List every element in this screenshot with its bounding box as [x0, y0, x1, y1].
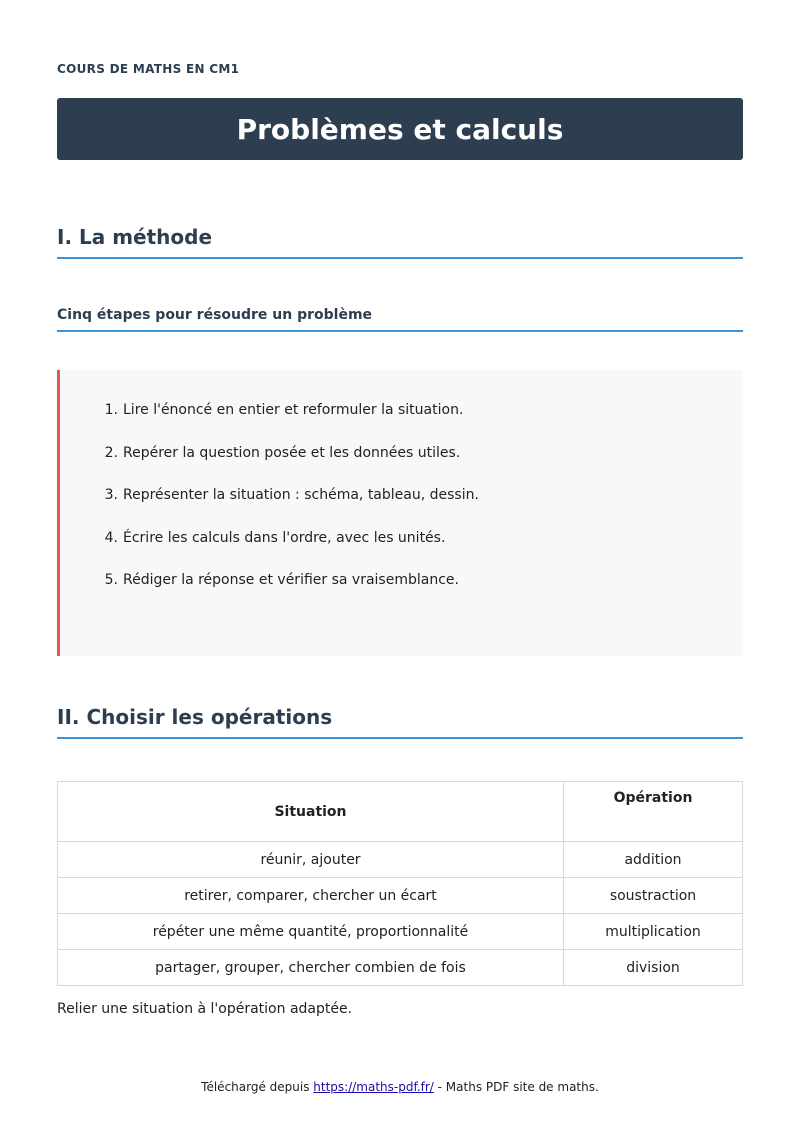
- operations-table: [57, 781, 743, 986]
- section-title-methode: I. La méthode: [57, 225, 743, 259]
- footer-link[interactable]: https://maths-pdf.fr/: [313, 1080, 434, 1094]
- step-number: 4.: [104, 529, 118, 546]
- step-text: Écrire les calculs dans l'ordre, avec les unités.: [123, 529, 446, 546]
- column-header-situation: Situation: [58, 782, 564, 842]
- step-item: [96, 445, 479, 488]
- column-header-operation: Opération: [564, 782, 743, 842]
- section-note: Relier une situation à l'opération adaptée.: [57, 1001, 353, 1017]
- table-row: [58, 842, 743, 878]
- table-cell-situation: réunir, ajouter: [58, 842, 564, 878]
- table-cell-situation: retirer, comparer, chercher un écart: [58, 878, 564, 914]
- step-number: 3.: [104, 487, 118, 503]
- step-number: 2.: [104, 444, 118, 461]
- title-banner: [57, 98, 743, 160]
- steps-list: [96, 402, 479, 615]
- step-item: [96, 572, 479, 615]
- page-title: Problèmes et calculs: [236, 112, 564, 146]
- course-label: COURS DE MATHS EN CM1: [57, 62, 240, 76]
- step-text: Représenter la situation : schéma, tableau, dessin.: [123, 487, 479, 503]
- step-text: Lire l'énoncé en entier et reformuler la situation.: [123, 402, 464, 418]
- table-cell-operation: multiplication: [564, 914, 743, 950]
- steps-box: [57, 370, 743, 656]
- table-cell-operation: addition: [564, 842, 743, 878]
- footer-prefix: Téléchargé depuis: [201, 1080, 314, 1094]
- table-cell-situation: partager, grouper, chercher combien de fois: [58, 950, 564, 986]
- footer: [0, 1080, 800, 1094]
- table-row: [58, 950, 743, 986]
- footer-suffix: - Maths PDF site de maths.: [433, 1080, 599, 1094]
- table-row: [58, 878, 743, 914]
- subsection-title-etapes: Cinq étapes pour résoudre un problème: [57, 307, 743, 332]
- table-row: [58, 914, 743, 950]
- table-cell-operation: division: [564, 950, 743, 986]
- table-header-row: [58, 782, 743, 842]
- step-item: [96, 530, 479, 573]
- table-cell-operation: soustraction: [564, 878, 743, 914]
- step-number: 5.: [104, 572, 118, 588]
- step-item: [96, 487, 479, 530]
- table-cell-situation: répéter une même quantité, proportionnalité: [58, 914, 564, 950]
- step-number: 1.: [104, 402, 118, 418]
- section-title-operations: II. Choisir les opérations: [57, 705, 743, 739]
- step-text: Rédiger la réponse et vérifier sa vraisemblance.: [123, 572, 459, 588]
- step-text: Repérer la question posée et les données utiles.: [123, 444, 461, 461]
- step-item: [96, 402, 479, 445]
